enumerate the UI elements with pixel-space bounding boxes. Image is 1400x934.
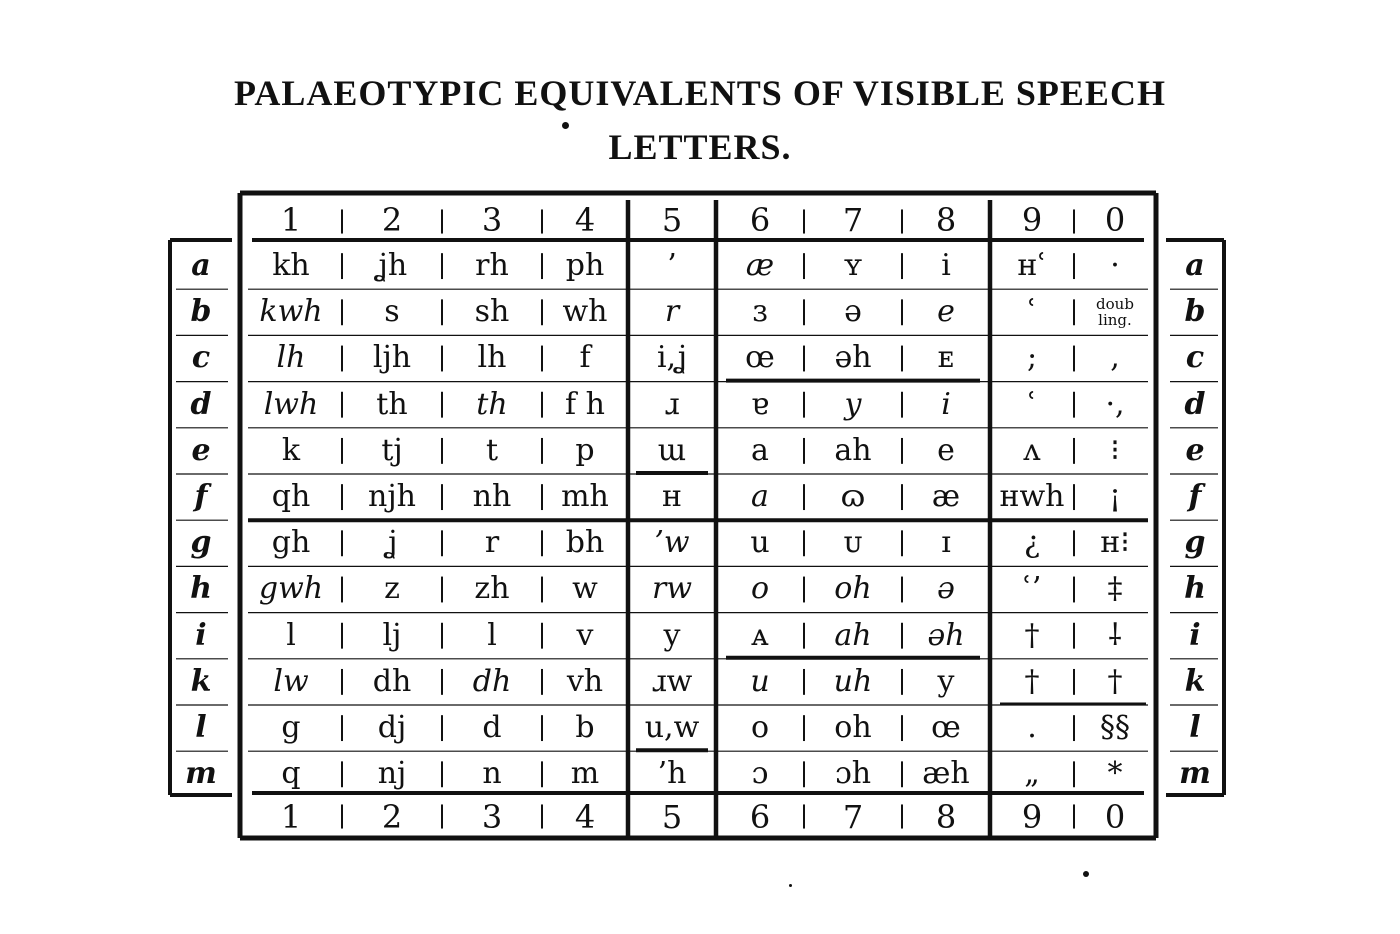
table-cell: lw	[273, 663, 309, 699]
table-cell: k	[281, 432, 301, 468]
table-cell: †	[1024, 617, 1040, 653]
table-cell: th	[376, 386, 408, 422]
row-label-right-b: b	[1184, 294, 1206, 330]
table-cell: ;	[1026, 340, 1038, 376]
table-cell: dh	[372, 663, 412, 699]
table-cell: tj	[381, 432, 403, 468]
row-label-left-i: i	[195, 617, 207, 653]
table-cell: ɪ	[941, 525, 951, 561]
table-cell: ʜ	[662, 479, 682, 515]
table-cell: zh	[474, 571, 510, 607]
table-cell: rh	[475, 248, 509, 284]
table-cell: u	[750, 663, 770, 699]
table-cell: p	[575, 432, 595, 468]
table-cell: e	[937, 294, 955, 330]
column-header-1: 1	[280, 201, 302, 239]
row-label-right-a: a	[1185, 248, 1205, 284]
table-cell: əh	[927, 617, 965, 653]
table-cell: ɔ	[751, 756, 769, 792]
table-cell: qh	[271, 479, 311, 515]
table-cell: o	[750, 571, 770, 607]
table-cell: œ	[931, 710, 961, 746]
table-cell: lwh	[263, 386, 319, 422]
table-cell: ʿ	[1027, 386, 1037, 422]
table-cell: a	[751, 432, 769, 468]
table-cell: ᴜ	[844, 525, 862, 561]
table-cell: f	[579, 340, 591, 376]
table-cell: dh	[472, 663, 512, 699]
row-label-left-e: e	[191, 432, 211, 468]
table-cell: ah	[834, 432, 872, 468]
column-footer-9: 9	[1021, 797, 1043, 836]
row-label-right-h: h	[1184, 571, 1206, 607]
column-header-3: 3	[481, 201, 503, 239]
row-label-right-i: i	[1189, 617, 1201, 653]
page-subtitle: LETTERS.	[608, 127, 792, 167]
table-cell: l	[487, 617, 497, 653]
table-cell: ʏ	[843, 248, 863, 284]
row-label-right-l: l	[1189, 710, 1201, 746]
table-cell: uh	[833, 663, 873, 699]
table-cell: ’w	[654, 525, 690, 561]
table-cell: ʿ’	[1022, 571, 1042, 607]
table-cell: ɹw	[651, 663, 693, 699]
table-cell: bh	[565, 525, 605, 561]
row-label-right-m: m	[1179, 756, 1211, 792]
table-cell: ɐ	[751, 386, 769, 422]
table-cell: r	[484, 525, 500, 561]
column-header-0: 0	[1104, 201, 1126, 239]
column-header-7: 7	[842, 201, 864, 239]
page-title: PALAEOTYPIC EQUIVALENTS OF VISIBLE SPEECH	[234, 73, 1166, 113]
table-cell: v	[576, 617, 594, 653]
column-footer-1: 1	[280, 797, 302, 836]
column-header-8: 8	[935, 201, 957, 239]
table-cell: r	[664, 294, 680, 330]
table-cell: lh	[477, 340, 507, 376]
row-label-left-h: h	[190, 571, 212, 607]
table-cell: y	[663, 617, 681, 653]
table-cell: ɔh	[834, 756, 872, 792]
column-footer-5: 5	[661, 797, 683, 836]
table-cell: ·,	[1105, 386, 1125, 422]
table-cell: ’	[667, 248, 677, 284]
table-cell: gh	[271, 525, 311, 561]
table-cell: oh	[834, 710, 872, 746]
table-cell: §§	[1100, 710, 1130, 746]
table-cell: wh	[562, 294, 608, 330]
table-cell: †	[1107, 663, 1123, 699]
table-cell: œ	[745, 340, 775, 376]
row-label-right-k: k	[1184, 663, 1206, 699]
table-cell: lh	[276, 340, 306, 376]
table-cell: dj	[377, 710, 407, 746]
table-cell: ah	[834, 617, 872, 653]
table-cell: ⸸	[1107, 617, 1123, 653]
column-footer-7: 7	[842, 797, 864, 836]
table-cell: ə	[844, 294, 862, 330]
row-label-left-g: g	[190, 525, 212, 561]
column-footer-6: 6	[749, 797, 771, 836]
table-cell: ʜʿ	[1017, 248, 1047, 284]
table-cell: ɷ	[840, 479, 866, 515]
table-cell: mh	[561, 479, 609, 515]
table-cell: „	[1024, 756, 1040, 792]
table-cell: g	[281, 710, 301, 746]
row-label-right-g: g	[1184, 525, 1206, 561]
table-cell: †	[1024, 663, 1040, 699]
table-cell: ,	[1110, 340, 1120, 376]
table-cell: njh	[368, 479, 416, 515]
table-cell: y	[844, 386, 862, 422]
table-cell: ph	[565, 248, 605, 284]
table-cell: ʜwh	[999, 479, 1065, 515]
table-cell: y	[937, 663, 955, 699]
table-cell: z	[384, 571, 400, 607]
table-cell: æh	[922, 756, 970, 792]
table-cell: oh	[834, 571, 872, 607]
table-cell: a	[751, 479, 769, 515]
table-cell: i,ʝ	[656, 340, 688, 376]
table-cell: q	[281, 756, 301, 792]
column-header-6: 6	[749, 201, 771, 239]
column-header-2: 2	[381, 201, 403, 239]
table-cell: ¿	[1023, 525, 1041, 561]
table-cell: ʌ	[1023, 432, 1041, 468]
table-cell: .	[1027, 710, 1037, 746]
table-cell: ɹ	[664, 386, 680, 422]
table-cell: lj	[382, 617, 402, 653]
table-cell: ə	[937, 571, 955, 607]
table-cell: t	[485, 432, 499, 468]
row-label-left-l: l	[195, 710, 207, 746]
table-cell: kh	[272, 248, 310, 284]
column-header-9: 9	[1021, 201, 1043, 239]
table-cell: sh	[474, 294, 510, 330]
table-cell: ʿ	[1027, 294, 1037, 330]
table-cell: ʝh	[376, 248, 408, 284]
table-cell: d	[482, 710, 502, 746]
table-cell: əh	[834, 340, 872, 376]
table-cell: u,w	[644, 710, 700, 746]
row-label-right-c: c	[1185, 340, 1205, 376]
table-cell: s	[384, 294, 400, 330]
table-cell: rw	[651, 571, 693, 607]
row-label-right-f: f	[1188, 479, 1202, 515]
table-cell: *	[1107, 756, 1123, 792]
table-cell: f h	[565, 386, 605, 422]
table-cell: nh	[472, 479, 512, 515]
table-cell: ·	[1110, 248, 1120, 284]
row-label-left-a: a	[191, 248, 211, 284]
table-cell: ᴀ	[751, 617, 769, 653]
column-footer-8: 8	[935, 797, 957, 836]
table-cell: l	[286, 617, 296, 653]
column-header-4: 4	[574, 201, 596, 239]
table-cell: ᴇ	[937, 340, 955, 376]
table-cell: o	[750, 710, 770, 746]
table-cell: ʝ	[386, 525, 398, 561]
table-cell: th	[476, 386, 508, 422]
table-cell: ʜ⁝	[1100, 525, 1130, 561]
table-cell: e	[937, 432, 955, 468]
column-footer-0: 0	[1104, 797, 1126, 836]
table-cell: ‡	[1107, 571, 1123, 607]
row-label-left-b: b	[190, 294, 212, 330]
row-label-left-d: d	[190, 386, 212, 422]
table-cell: n	[482, 756, 502, 792]
column-footer-3: 3	[481, 797, 503, 836]
table-cell: ɯ	[657, 432, 687, 468]
table-cell: doub ling.	[1096, 294, 1134, 330]
table-cell: ɜ	[752, 294, 768, 330]
row-label-right-d: d	[1184, 386, 1206, 422]
table-cell: nj	[377, 756, 407, 792]
row-label-left-f: f	[194, 479, 208, 515]
table-cell: b	[575, 710, 595, 746]
row-label-left-k: k	[190, 663, 212, 699]
table-cell: kwh	[259, 294, 323, 330]
table-cell: i	[941, 386, 951, 422]
row-label-left-m: m	[185, 756, 217, 792]
row-label-right-e: e	[1185, 432, 1205, 468]
column-footer-2: 2	[381, 797, 403, 836]
table-cell: i	[941, 248, 951, 284]
table-cell: ⁝	[1110, 432, 1120, 468]
table-cell: u	[750, 525, 770, 561]
column-header-5: 5	[661, 201, 683, 239]
table-cell: ’h	[657, 756, 687, 792]
table-cell: m	[570, 756, 600, 792]
row-label-left-c: c	[191, 340, 211, 376]
table-cell: gwh	[258, 571, 324, 607]
table-cell: æ	[745, 248, 775, 284]
table-cell: vh	[566, 663, 604, 699]
table-cell: w	[572, 571, 598, 607]
table-cell: ljh	[372, 340, 412, 376]
table-cell: æ	[931, 479, 961, 515]
column-footer-4: 4	[574, 797, 596, 836]
table-cell: ¡	[1108, 479, 1122, 515]
